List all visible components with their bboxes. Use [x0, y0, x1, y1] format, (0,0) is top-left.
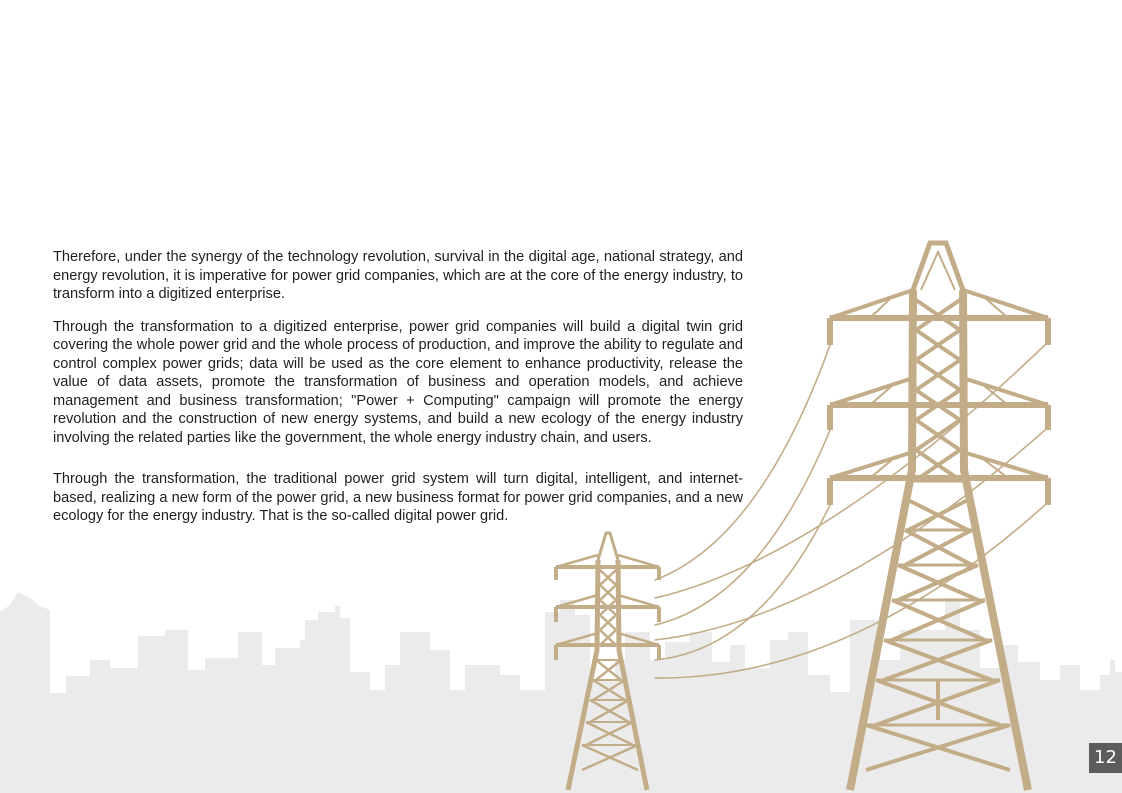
page-number-badge: 12 — [1089, 743, 1122, 773]
paragraph-2: Through the transformation to a digitized enterprise, power grid companies will build a digital twin grid covering the whole power grid and the whole process of production, and improve the ability to regulate and control complex power grids; data will be used as the core element to enhance productivity, release the value of data assets, promote the transformation of business and operation models, and achieve management and business transformation; "Power + Computing" campaign will promote the energy revolution and the construction of new energy systems, and build a new ecology of the energy industry involving the related parties like the government, the whole energy industry chain, and users. — [53, 318, 743, 446]
paragraph-3: Through the transformation, the traditional power grid system will turn digital, intelligent, and internet-based, realizing a new form of the power grid, a new business format for power grid companies, and a new ecology for the energy industry. That is the so-called digital power grid. — [53, 471, 743, 524]
large-tower — [830, 243, 1048, 790]
small-tower — [556, 533, 659, 790]
paragraph-1: Therefore, under the synergy of the technology revolution, survival in the digital age, national strategy, and energy revolution, it is imperative for power grid companies, which are at the core of the energy industry, to transform into a digitized enterprise. — [53, 249, 743, 302]
